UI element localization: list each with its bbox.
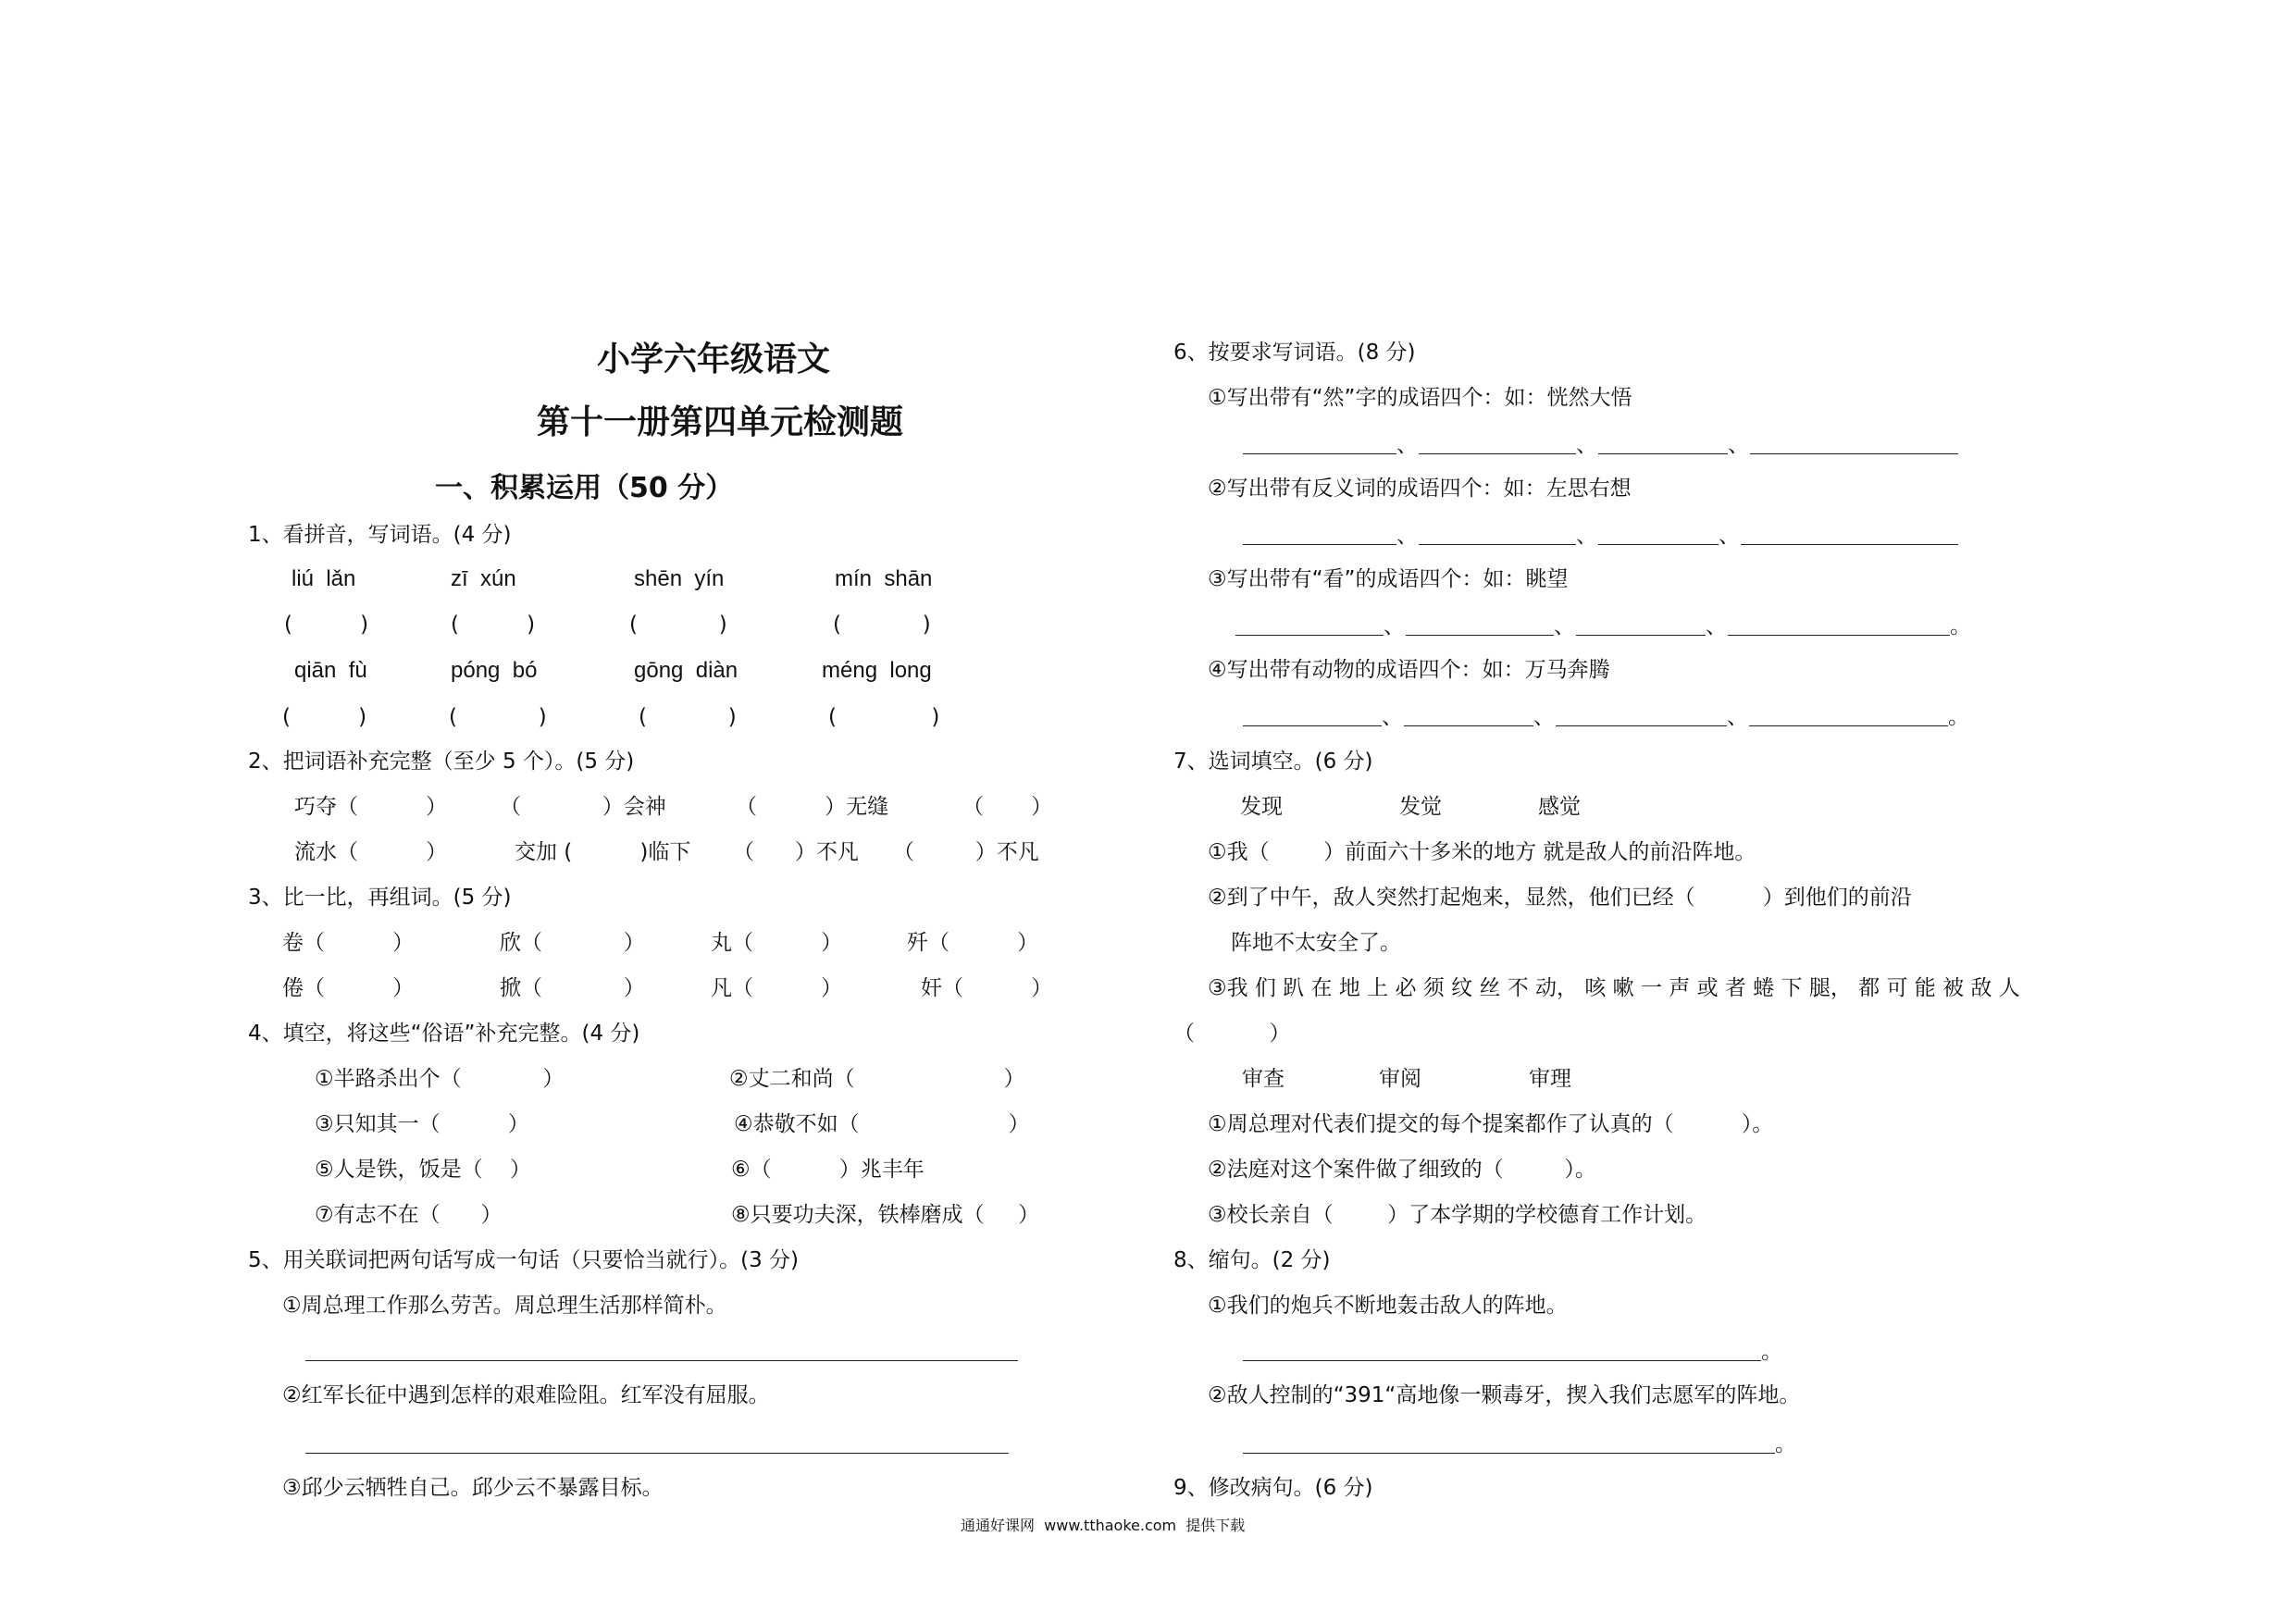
answer-line <box>1750 453 1958 454</box>
fill-sentence: 阵地不太安全了。 <box>1231 931 1401 955</box>
separator: 、 <box>1396 433 1418 457</box>
idiom-prompt: ③写出带有“看”的成语四个：如：眺望 <box>1208 567 1569 591</box>
answer-line <box>1404 725 1533 726</box>
proverb-item: ⑥（ ）兆丰年 <box>731 1158 925 1182</box>
fill-sentence: （ ） <box>1173 1022 1291 1046</box>
answer-blank: ( ) <box>629 613 727 637</box>
proverb-item: ④恭敬不如（ ） <box>734 1112 1030 1136</box>
pinyin: mín shān <box>835 566 933 591</box>
fill-item: （ ） <box>962 795 1053 819</box>
fill-sentence: ③我 们 趴 在 地 上 必 须 纹 丝 不 动， 咳 嗽 一 声 或 者 蜷 下 腿， 都 可 能 被 敌 人 <box>1208 976 2020 1000</box>
answer-blank: ( ) <box>449 705 547 729</box>
separator: 、 <box>1382 705 1403 729</box>
separator: 、 <box>1576 524 1597 548</box>
word-choice: 发现 <box>1240 795 1283 819</box>
answer-line <box>1243 544 1396 545</box>
fill-item: 流水（ ） <box>294 840 448 864</box>
answer-line <box>1243 725 1382 726</box>
separator: 、 <box>1727 705 1748 729</box>
separator: 、 <box>1706 614 1727 638</box>
answer-blank: ( ) <box>451 613 536 637</box>
answer-line <box>1598 544 1719 545</box>
period: 。 <box>1950 614 1971 638</box>
word-choice: 发觉 <box>1399 795 1442 819</box>
fill-item: （ ）会神 <box>500 795 666 819</box>
answer-line <box>1243 1453 1775 1454</box>
separator: 、 <box>1554 614 1575 638</box>
answer-blank: ( ) <box>284 613 369 637</box>
footer-credit: 通通好课网 www.tthaoke.com 提供下载 <box>961 1517 1246 1534</box>
fill-sentence: ①我（ ）前面六十多米的地方 就是敌人的前沿阵地。 <box>1208 840 1756 864</box>
answer-line <box>1556 725 1727 726</box>
proverb-item: ②丈二和尚（ ） <box>729 1067 1025 1091</box>
separator: 、 <box>1719 524 1740 548</box>
separator: 、 <box>1396 524 1418 548</box>
fill-sentence: ③校长亲自（ ）了本学期的学校德育工作计划。 <box>1208 1203 1707 1227</box>
fill-sentence: ②法庭对这个案件做了细致的（ ）。 <box>1208 1158 1596 1182</box>
period: 。 <box>1761 1340 1782 1364</box>
fill-item: 卷（ ） <box>282 931 415 955</box>
page-title: 小学六年级语文 <box>597 341 831 378</box>
q8-heading: 8、缩句。(2 分) <box>1173 1248 1331 1272</box>
fill-sentence: ①周总理对代表们提交的每个提案都作了认真的（ ）。 <box>1208 1112 1774 1136</box>
fill-item: 倦（ ） <box>282 976 415 1000</box>
page-subtitle: 第十一册第四单元检测题 <box>537 403 904 441</box>
period: 。 <box>1775 1432 1796 1456</box>
q7-heading: 7、选词填空。(6 分) <box>1173 750 1373 774</box>
q9-heading: 9、修改病句。(6 分) <box>1173 1476 1373 1500</box>
q1-heading: 1、看拼音，写词语。(4 分) <box>248 523 512 547</box>
answer-line <box>305 1360 1018 1361</box>
idiom-prompt: ②写出带有反义词的成语四个：如：左思右想 <box>1208 477 1632 501</box>
fill-item: 掀（ ） <box>500 976 645 1000</box>
answer-line <box>1741 544 1958 545</box>
separator: 、 <box>1728 433 1749 457</box>
fill-item: 丸（ ） <box>711 931 843 955</box>
q6-heading: 6、按要求写词语。(8 分) <box>1173 341 1416 365</box>
proverb-item: ⑧只要功夫深，铁棒磨成（ ） <box>731 1203 1040 1227</box>
separator: 、 <box>1576 433 1597 457</box>
fill-item: （ ）不凡 <box>893 840 1039 864</box>
answer-blank: ( ) <box>639 705 737 729</box>
sentence-item: ③邱少云牺牲自己。邱少云不暴露目标。 <box>282 1476 664 1500</box>
sentence-item: ①周总理工作那么劳苦。周总理生活那样简朴。 <box>282 1294 727 1318</box>
fill-item: 巧夺（ ） <box>294 795 448 819</box>
fill-item: 欣（ ） <box>500 931 645 955</box>
answer-line <box>1419 453 1576 454</box>
pinyin: méng long <box>822 658 932 683</box>
answer-blank: ( ) <box>282 705 367 729</box>
answer-line <box>1728 635 1950 636</box>
fill-item: 歼（ ） <box>907 931 1039 955</box>
period: 。 <box>1948 705 1969 729</box>
word-choice: 审查 <box>1242 1067 1285 1091</box>
idiom-prompt: ④写出带有动物的成语四个：如：万马奔腾 <box>1208 658 1610 682</box>
fill-item: 交加 ( )临下 <box>515 840 691 864</box>
pinyin: gōng diàn <box>634 658 738 683</box>
fill-item: 凡（ ） <box>711 976 843 1000</box>
proverb-item: ⑤人是铁，饭是（ ） <box>315 1158 531 1182</box>
proverb-item: ⑦有志不在（ ） <box>315 1203 503 1227</box>
q5-heading: 5、用关联词把两句话写成一句话（只要恰当就行）。(3 分) <box>248 1248 800 1272</box>
pinyin: póng bó <box>451 658 538 683</box>
answer-line <box>305 1453 1009 1454</box>
section-heading: 一、积累运用（50 分） <box>435 472 734 504</box>
pinyin: liú lǎn <box>292 566 356 591</box>
fill-item: （ ）不凡 <box>733 840 859 864</box>
answer-line <box>1419 544 1576 545</box>
answer-line <box>1749 725 1948 726</box>
sentence-item: ①我们的炮兵不断地轰击敌人的阵地。 <box>1208 1294 1568 1318</box>
answer-line <box>1406 635 1554 636</box>
fill-item: 奸（ ） <box>921 976 1053 1000</box>
proverb-item: ③只知其一（ ） <box>315 1112 529 1136</box>
fill-item: （ ）无缝 <box>736 795 889 819</box>
answer-line <box>1235 635 1384 636</box>
q4-heading: 4、填空，将这些“俗语”补充完整。(4 分) <box>248 1022 640 1046</box>
answer-blank: ( ) <box>833 613 931 637</box>
word-choice: 感觉 <box>1538 795 1581 819</box>
answer-line <box>1243 453 1396 454</box>
fill-sentence: ②到了中午，敌人突然打起炮来，显然，他们已经（ ）到他们的前沿 <box>1208 886 1912 910</box>
proverb-item: ①半路杀出个（ ） <box>315 1067 565 1091</box>
separator: 、 <box>1533 705 1555 729</box>
word-choice: 审阅 <box>1379 1067 1421 1091</box>
word-choice: 审理 <box>1529 1067 1571 1091</box>
idiom-prompt: ①写出带有“然”字的成语四个：如：恍然大悟 <box>1208 386 1632 410</box>
answer-blank: ( ) <box>828 705 940 729</box>
q2-heading: 2、把词语补充完整（至少 5 个）。(5 分) <box>248 750 635 774</box>
pinyin: shēn yín <box>634 566 725 591</box>
q3-heading: 3、比一比，再组词。(5 分) <box>248 886 512 910</box>
sentence-item: ②敌人控制的“391“高地像一颗毒牙，揳入我们志愿军的阵地。 <box>1208 1383 1801 1407</box>
sentence-item: ②红军长征中遇到怎样的艰难险阻。红军没有屈服。 <box>282 1383 770 1407</box>
pinyin: zī xún <box>451 566 516 591</box>
answer-line <box>1576 635 1706 636</box>
answer-line <box>1598 453 1728 454</box>
pinyin: qiān fù <box>294 658 367 683</box>
answer-line <box>1243 1360 1761 1361</box>
separator: 、 <box>1384 614 1405 638</box>
